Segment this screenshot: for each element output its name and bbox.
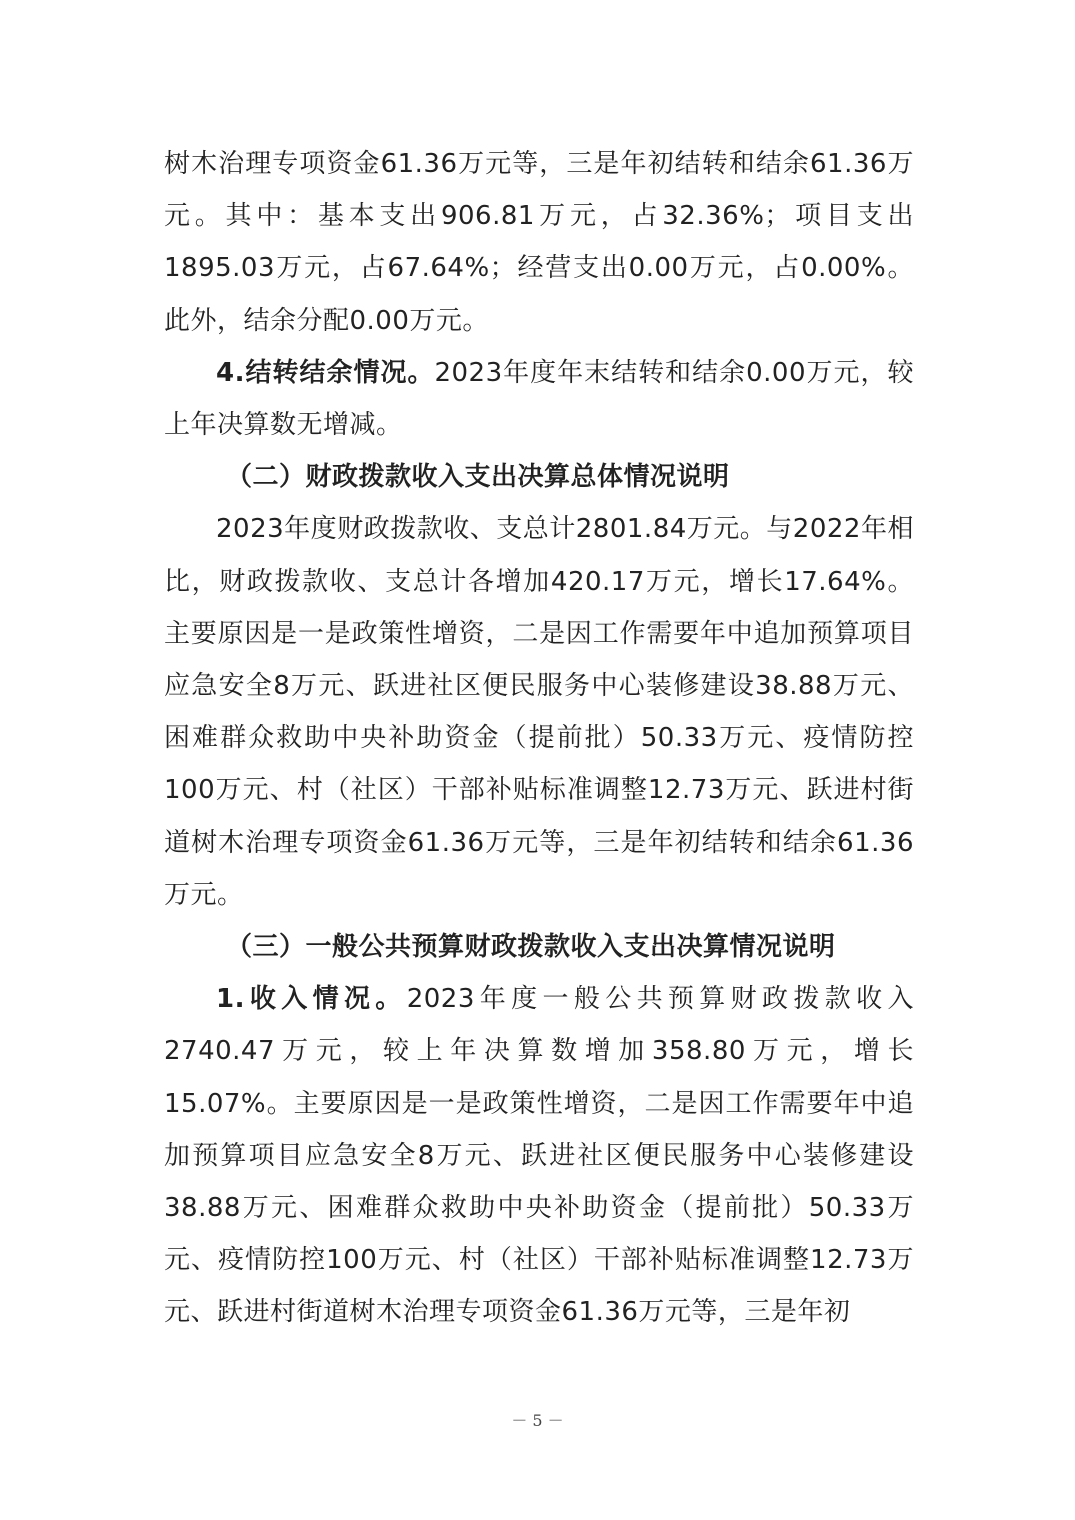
- paragraph-fiscal-total: 2023年度财政拨款收、支总计2801.84万元。与2022年相比，财政拨款收、支总计各增加420.17万元，增长17.64%。主要原因是一是政策性增资，二是因工作需要年中追加预算项目应急安全8万元、跃进社区便民服务中心装修建设38.88万元、困难群众救助中央补助资金（提前批）50.33万元、疫情防控100万元、村（社区）干部补贴标准调整12.73万元、跃进村街道树木治理专项资金61.36万元等，三是年初结转和结余61.36万元。: [164, 514, 914, 910]
- paragraph-income: [164, 973, 914, 1338]
- paragraph-income-body: 2023年度一般公共预算财政拨款收入2740.47万元，较上年决算数增加358.80万元，增长15.07%。主要原因是一是政策性增资，二是因工作需要年中追加预算项目应急安全8万元、跃进社区便民服务中心装修建设38.88万元、困难群众救助中央补助资金（提前批）50.33万元、疫情防控100万元、村（社区）干部补贴标准调整12.73万元、跃进村街道树木治理专项资金61.36万元等，三是年初: [164, 984, 915, 1328]
- paragraph-carryover-body: 2023年度年末结转和结余0.00万元，较上年决算数无增减。: [164, 357, 915, 441]
- document-body: [164, 138, 914, 1339]
- paragraph-carryover: [164, 347, 914, 451]
- paragraph-income-lead: 1.收入情况。: [216, 984, 407, 1015]
- paragraph-expenditure-continued: 树木治理专项资金61.36万元等，三是年初结转和结余61.36万元。其中：基本支出906.81万元，占32.36%；项目支出1895.03万元，占67.64%；经营支出0.00万元，占0.00%。此外，结余分配0.00万元。: [164, 149, 914, 336]
- section-heading-2: （二）财政拨款收入支出决算总体情况说明: [226, 462, 730, 493]
- section-heading-3: （三）一般公共预算财政拨款收入支出决算情况说明: [226, 932, 836, 963]
- page-number: － 5 －: [511, 1411, 564, 1430]
- paragraph-carryover-lead: 4.结转结余情况。: [216, 357, 435, 388]
